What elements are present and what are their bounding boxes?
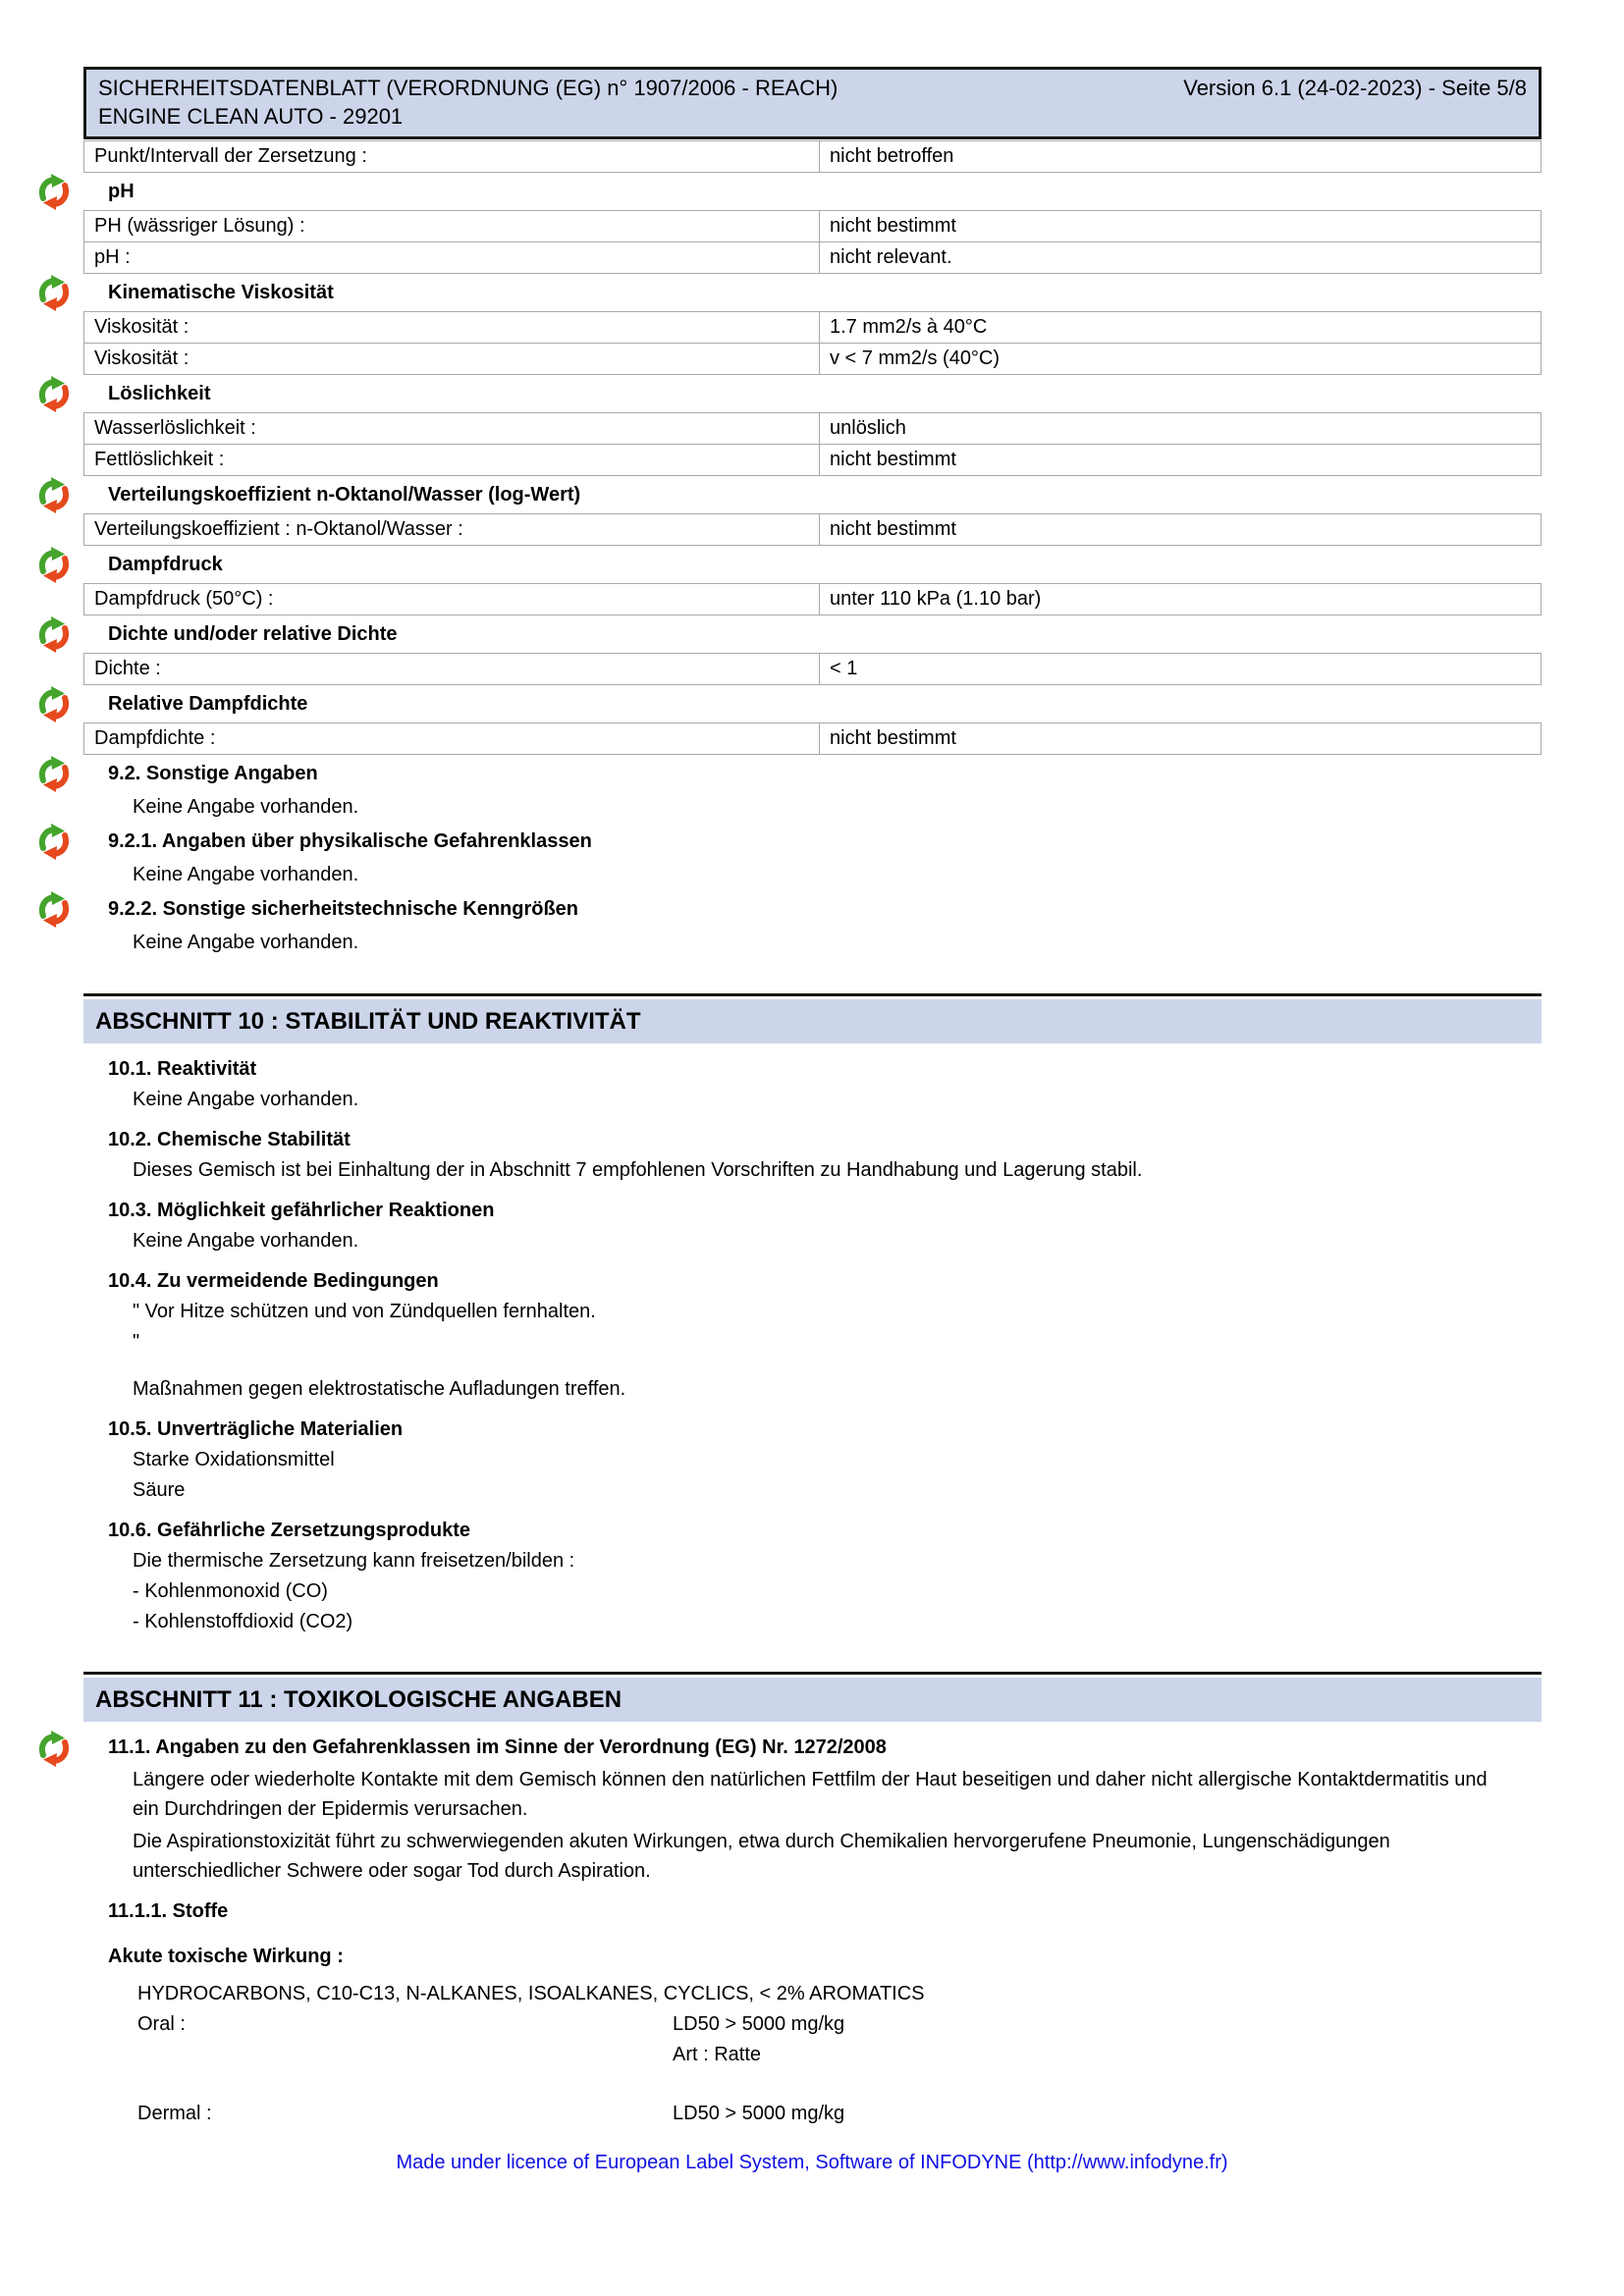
property-label: Viskosität : (84, 312, 820, 344)
route-label (137, 2041, 673, 2069)
table-row (84, 445, 1542, 476)
section-10-header: ABSCHNITT 10 : STABILITÄT UND REAKTIVITÄT (83, 999, 1542, 1043)
sync-arrows-icon (34, 1729, 74, 1768)
heading-label: pH (108, 180, 135, 202)
table-row (84, 413, 1542, 445)
sync-arrows-icon (34, 754, 74, 793)
table-row (84, 242, 1542, 274)
heading-label: 9.2.1. Angaben über physikalische Gefahrenklassen (108, 829, 592, 852)
property-label: Dichte : (84, 654, 820, 685)
properties-table (83, 513, 1542, 546)
property-value: nicht bestimmt (820, 211, 1542, 242)
subsection-body: Keine Angabe vorhanden. (133, 796, 359, 818)
subsection-heading-9-2-1 (83, 824, 1542, 859)
property-heading-viscosity (83, 275, 1542, 310)
toxicity-row (83, 2100, 1542, 2128)
sync-arrows-icon (34, 822, 74, 861)
subsection-body: Dieses Gemisch ist bei Einhaltung der in Abschnitt 7 empfohlenen Vorschriften zu Handhabung und Lagerung stabil. (133, 1159, 1143, 1181)
subsection-heading-10-2: 10.2. Chemische Stabilität (108, 1129, 351, 1150)
property-value: nicht bestimmt (820, 514, 1542, 546)
property-heading-partition (83, 477, 1542, 512)
sync-arrows-icon (34, 684, 74, 723)
property-label: Dampfdruck (50°C) : (84, 584, 820, 615)
property-value: nicht relevant. (820, 242, 1542, 274)
table-row (84, 344, 1542, 375)
subsection-heading-9-2-2 (83, 891, 1542, 927)
property-label: Fettlöslichkeit : (84, 445, 820, 476)
subsection-heading-10-5: 10.5. Unverträgliche Materialien (108, 1418, 404, 1440)
heading-label: 11.1. Angaben zu den Gefahrenklassen im Sinne der Verordnung (EG) Nr. 1272/2008 (108, 1736, 887, 1758)
properties-table (83, 653, 1542, 685)
route-label: Dermal : (137, 2103, 212, 2124)
table-row (84, 654, 1542, 685)
sync-arrows-icon (34, 374, 74, 413)
table-row (84, 312, 1542, 344)
subsection-heading-10-3: 10.3. Möglichkeit gefährlicher Reaktionen (108, 1200, 495, 1221)
property-label: pH : (84, 242, 820, 274)
properties-table (83, 412, 1542, 476)
property-heading-vapour-pressure (83, 547, 1542, 582)
subsection-body: Keine Angabe vorhanden. (133, 1230, 359, 1252)
subsection-body: Starke Oxidationsmittel (133, 1449, 335, 1470)
heading-label: Verteilungskoeffizient n-Oktanol/Wasser (log-Wert) (108, 483, 581, 506)
properties-table (83, 583, 1542, 615)
toxicity-row (83, 2041, 1542, 2069)
properties-table (83, 210, 1542, 274)
property-value: nicht betroffen (820, 141, 1542, 173)
subsection-body: Säure (133, 1479, 186, 1501)
product-name: ENGINE CLEAN AUTO - 29201 (98, 104, 404, 129)
toxicity-value: LD50 > 5000 mg/kg (673, 2013, 845, 2035)
property-label: Punkt/Intervall der Zersetzung : (84, 141, 820, 173)
subsection-body: Keine Angabe vorhanden. (133, 1089, 359, 1110)
table-row (84, 211, 1542, 242)
property-value: nicht bestimmt (820, 723, 1542, 755)
property-heading-vapour-density (83, 686, 1542, 721)
subsection-body: Keine Angabe vorhanden. (133, 864, 359, 885)
table-row (84, 584, 1542, 615)
footer-link[interactable]: (http://www.infodyne.fr) (1027, 2152, 1228, 2173)
property-value: nicht bestimmt (820, 445, 1542, 476)
subsection-body: - Kohlenstoffdioxid (CO2) (133, 1611, 353, 1632)
heading-label: 9.2.2. Sonstige sicherheitstechnische Kenngrößen (108, 897, 579, 920)
section-11-header: ABSCHNITT 11 : TOXIKOLOGISCHE ANGABEN (83, 1678, 1542, 1722)
section-divider (83, 1672, 1542, 1675)
section-divider (83, 993, 1542, 996)
sync-arrows-icon (34, 273, 74, 312)
acute-toxicity-heading: Akute toxische Wirkung : (108, 1946, 344, 1967)
property-label: Viskosität : (84, 344, 820, 375)
subsection-body: Maßnahmen gegen elektrostatische Aufladungen treffen. (133, 1378, 626, 1400)
sync-arrows-icon (34, 475, 74, 514)
subsection-heading-10-6: 10.6. Gefährliche Zersetzungsprodukte (108, 1520, 470, 1541)
heading-label: Relative Dampfdichte (108, 692, 308, 715)
property-label: PH (wässriger Lösung) : (84, 211, 820, 242)
sync-arrows-icon (34, 889, 74, 929)
property-label: Verteilungskoeffizient : n-Oktanol/Wasser : (84, 514, 820, 546)
subsection-heading-10-1: 10.1. Reaktivität (108, 1058, 257, 1080)
table-row (84, 514, 1542, 546)
properties-table (83, 722, 1542, 755)
heading-label: Dampfdruck (108, 553, 223, 575)
subsection-body: Keine Angabe vorhanden. (133, 932, 359, 953)
substance-name: HYDROCARBONS, C10-C13, N-ALKANES, ISOALKANES, CYCLICS, < 2% AROMATICS (137, 1983, 925, 2004)
heading-label: Löslichkeit (108, 382, 211, 404)
property-value: 1.7 mm2/s à 40°C (820, 312, 1542, 344)
route-label: Oral : (137, 2013, 186, 2035)
page-content (83, 0, 1542, 2128)
toxicity-row (83, 2010, 1542, 2039)
toxicology-paragraph: Längere oder wiederholte Kontakte mit dem Gemisch können den natürlichen Fettfilm der Haut beseitigen und daher nicht allergische Kontaktdermatitis und ein Durchdringen der Epidermis verursachen. (133, 1769, 1488, 1820)
header-line-1 (98, 74, 1527, 102)
subsection-body: " (133, 1331, 140, 1353)
property-value: v < 7 mm2/s (40°C) (820, 344, 1542, 375)
subsection-heading-9-2 (83, 756, 1542, 791)
subsection-body: - Kohlenmonoxid (CO) (133, 1580, 328, 1602)
document-header (83, 67, 1542, 139)
subsection-body: " Vor Hitze schützen und von Zündquellen fernhalten. (133, 1301, 596, 1322)
heading-label: Kinematische Viskosität (108, 281, 334, 303)
sync-arrows-icon (34, 172, 74, 211)
table-row (84, 141, 1542, 173)
subsection-heading-11-1 (83, 1733, 1542, 1762)
subsection-heading-11-1-1: 11.1.1. Stoffe (108, 1900, 229, 1922)
sync-arrows-icon (34, 614, 74, 654)
property-heading-ph (83, 174, 1542, 209)
subsection-heading-10-4: 10.4. Zu vermeidende Bedingungen (108, 1270, 439, 1292)
subsection-body: Die thermische Zersetzung kann freisetzen/bilden : (133, 1550, 575, 1572)
property-label: Dampfdichte : (84, 723, 820, 755)
version-page-info: Version 6.1 (24-02-2023) - Seite 5/8 (1183, 76, 1527, 100)
species-value: Art : Ratte (673, 2044, 762, 2065)
property-label: Wasserlöslichkeit : (84, 413, 820, 445)
property-value: unter 110 kPa (1.10 bar) (820, 584, 1542, 615)
document-title: SICHERHEITSDATENBLATT (VERORDNUNG (EG) n° 1907/2006 - REACH) (98, 76, 839, 100)
toxicology-paragraph: Die Aspirationstoxizität führt zu schwerwiegenden akuten Wirkungen, etwa durch Chemikalien hervorgerufene Pneumonie, Lungenschädigungen unterschiedlicher Schwere oder sogar Tod durch Aspiration. (133, 1831, 1390, 1882)
property-value: < 1 (820, 654, 1542, 685)
toxicity-value: LD50 > 5000 mg/kg (673, 2103, 845, 2124)
property-value: unlöslich (820, 413, 1542, 445)
page-footer (0, 2152, 1624, 2174)
sync-arrows-icon (34, 545, 74, 584)
footer-credit-text: Made under licence of European Label System, Software of INFODYNE (396, 2152, 1027, 2173)
heading-label: Dichte und/oder relative Dichte (108, 622, 398, 645)
properties-table (83, 311, 1542, 375)
property-heading-solubility (83, 376, 1542, 411)
heading-label: 9.2. Sonstige Angaben (108, 762, 318, 784)
table-row (84, 723, 1542, 755)
property-heading-density (83, 616, 1542, 652)
properties-table (83, 140, 1542, 173)
